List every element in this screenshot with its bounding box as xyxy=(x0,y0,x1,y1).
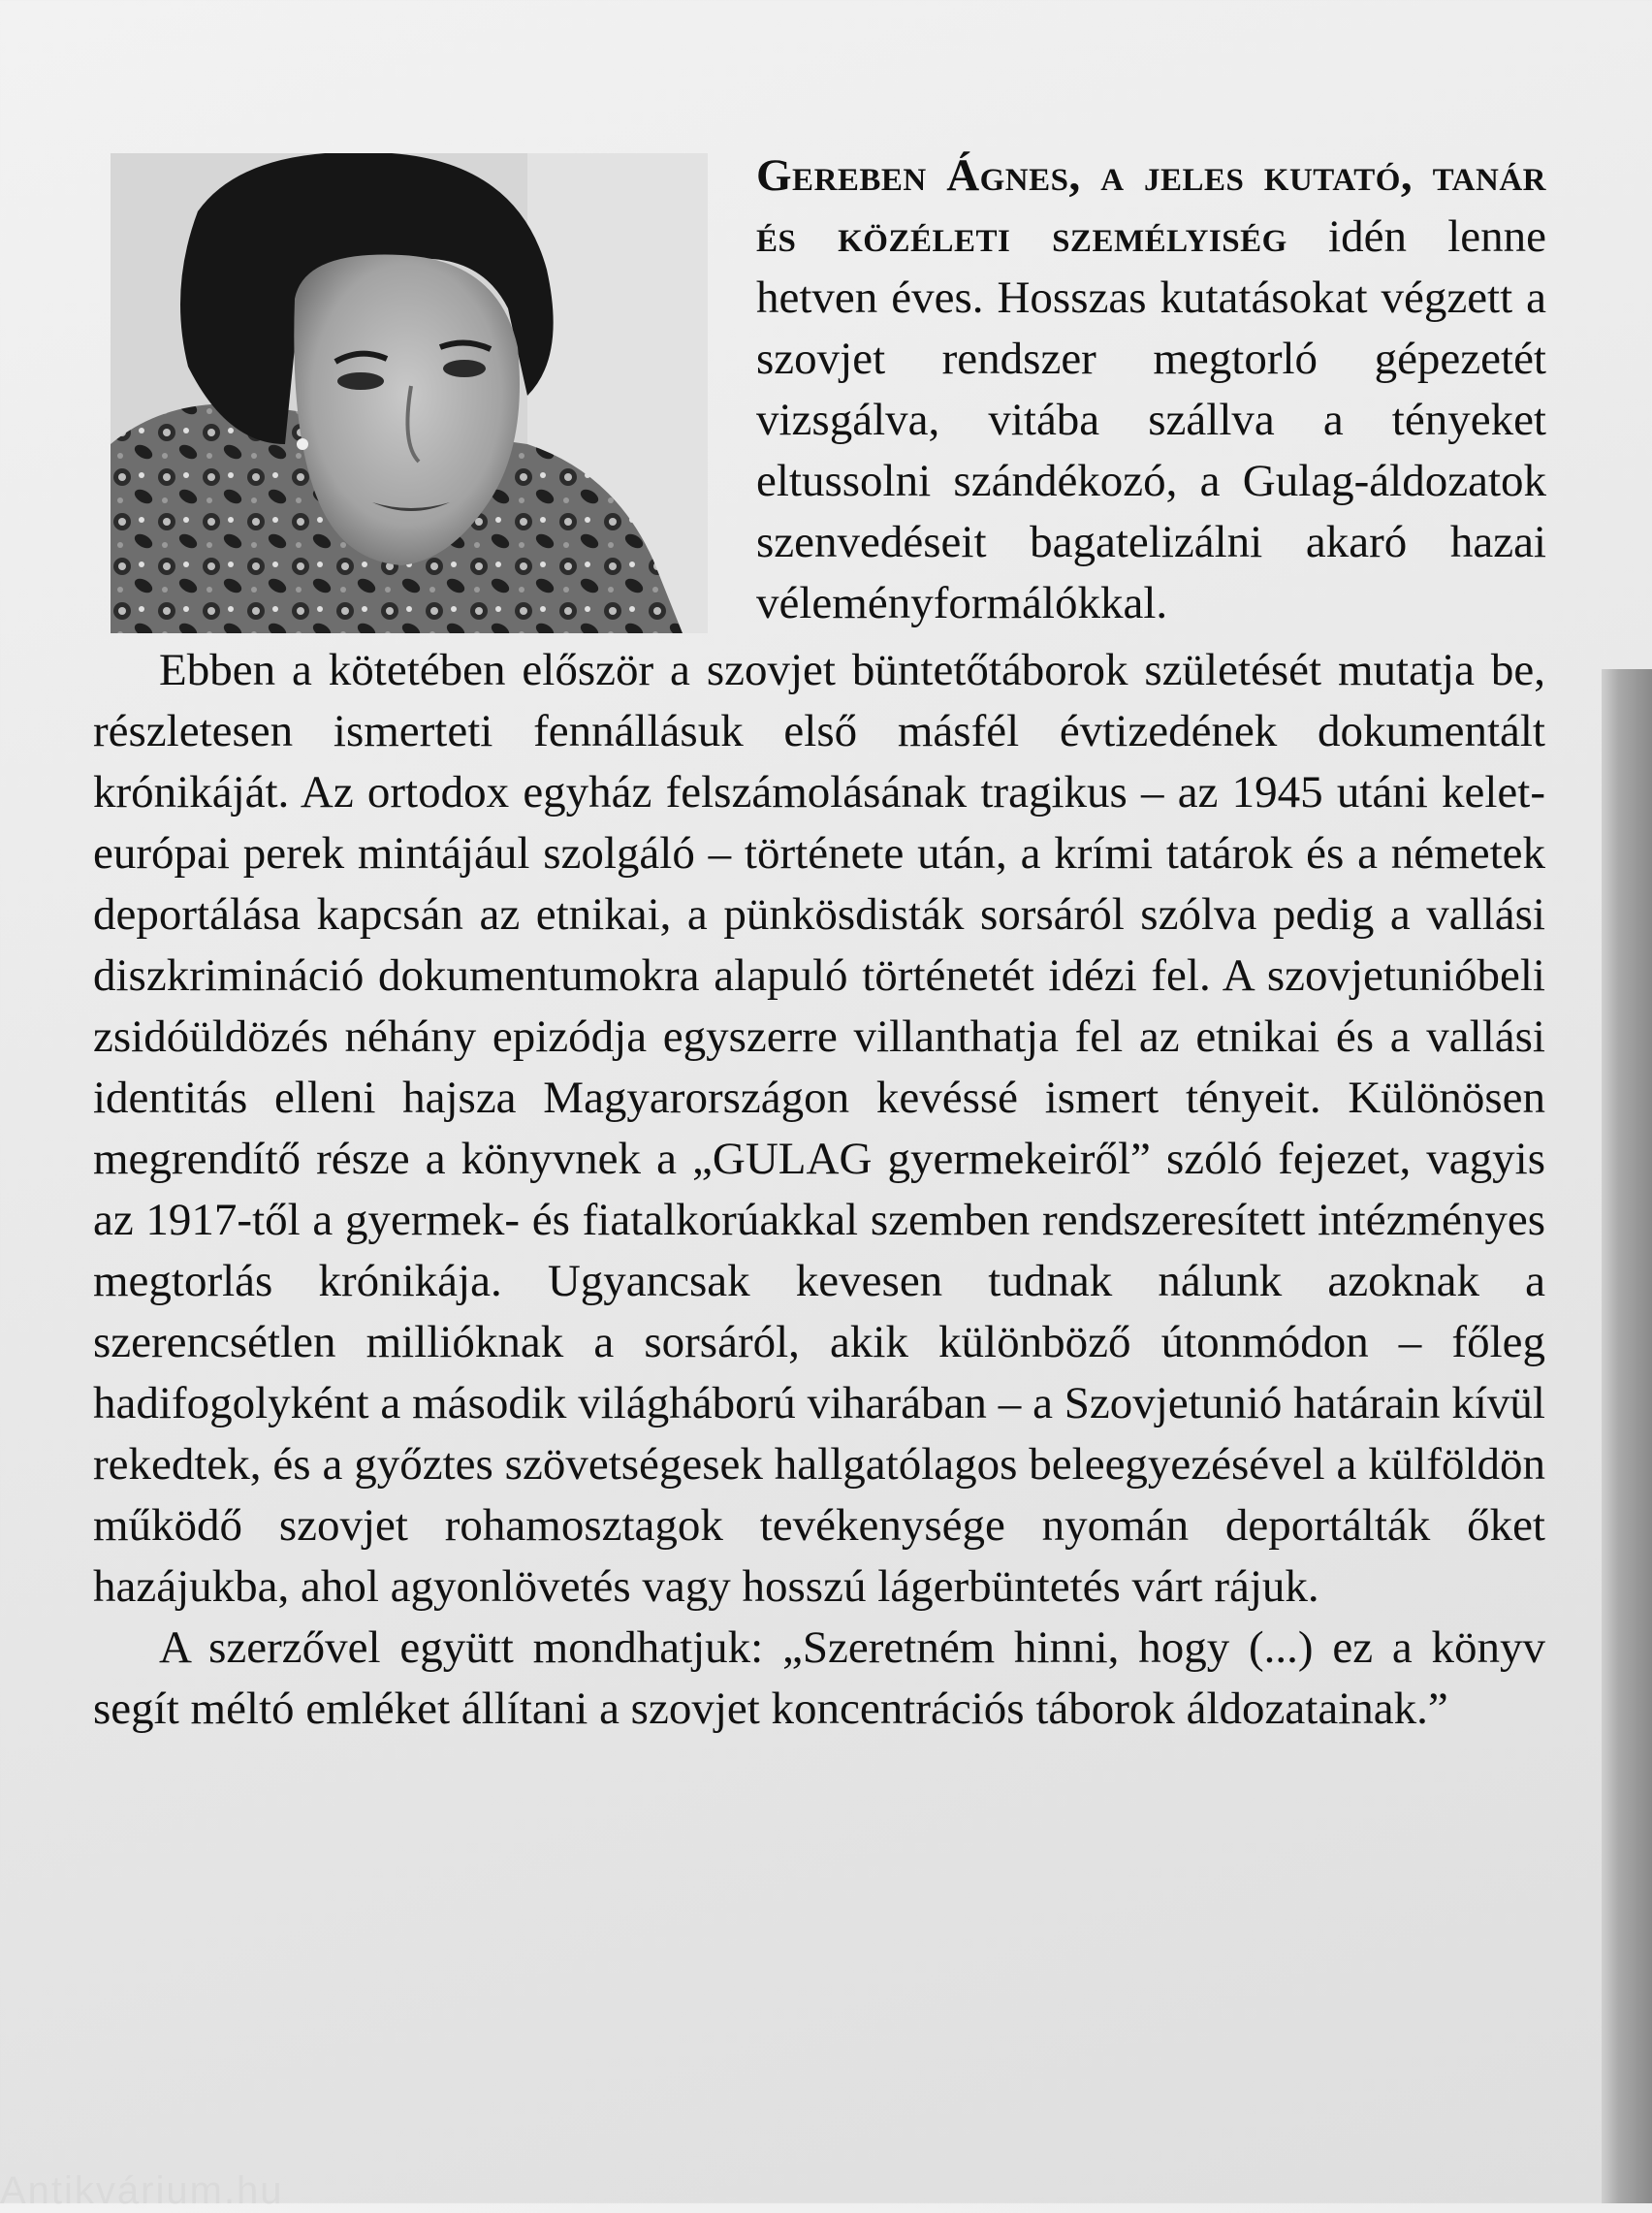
body-text xyxy=(93,640,1545,1740)
page-edge-shadow xyxy=(1602,669,1652,2203)
intro-paragraph xyxy=(756,145,1546,634)
closing-paragraph: A szerzővel együtt mondhatjuk: „Szeretném hinni, hogy (...) ez a könyv segít méltó emléket állítani a szovjet koncentrációs táborok áldozatainak.” xyxy=(93,1622,1545,1734)
author-photo xyxy=(111,153,708,633)
body-paragraph: Ebben a kötetében először a szovjet büntetőtáborok születését mutatja be, részletesen ismerteti fennállásuk első másfél évtizedének dokumentált krónikáját. Az ortodox egyház felszámolásának tragikus – az 1945 utáni kelet-európai perek mintájául szolgáló – története után, a krími tatárok és a németek deportálása kapcsán az etnikai, a pünkösdisták sorsáról szólva pedig a vallási diszkrimináció dokumentumokra alapuló történetét idézi fel. A szovjetunióbeli zsidóüldözés néhány epizódja egyszerre villanthatja fel az etnikai és a vallási identitás elleni hajsza Magyarországon kevéssé ismert tényeit. Különösen megrendítő része a könyvnek a „GULAG gyermekeiről” szóló fejezet, vagyis az 1917-től a gyermek- és fiatalkorúakkal szemben rendszeresített intézményes megtorlás krónikája. Ugyancsak kevesen tudnak nálunk azoknak a szerencsétlen millióknak a sorsáról, akik különböző útonmódon – főleg hadifogolyként a második világháború viharában – a Szovjetunió határain kívül rekedtek, és a győztes szövetségesek hallgatólagos beleegyezésével a külföldön működő szovjet rohamosztagok tevékenysége nyomán deportálták őket hazájukba, ahol agyonlövetés vagy hosszú lágerbüntetés várt rájuk. xyxy=(93,645,1545,1612)
watermark: Antikvárium.hu xyxy=(0,2169,284,2212)
intro-text: idén lenne hetven éves. Hosszas kutatásokat végzett a szovjet rendszer megtorló gépezetét vizsgálva, vitába szállva a tényeket eltussolni szándékozó, a Gulag-áldozatok szenvedéseit bagatelizálni akaró hazai véleményformálókkal. xyxy=(756,211,1546,628)
author-lead-name: Gereben Ágnes, a jeles kutató, tanár és közéleti személyiség xyxy=(756,150,1546,262)
